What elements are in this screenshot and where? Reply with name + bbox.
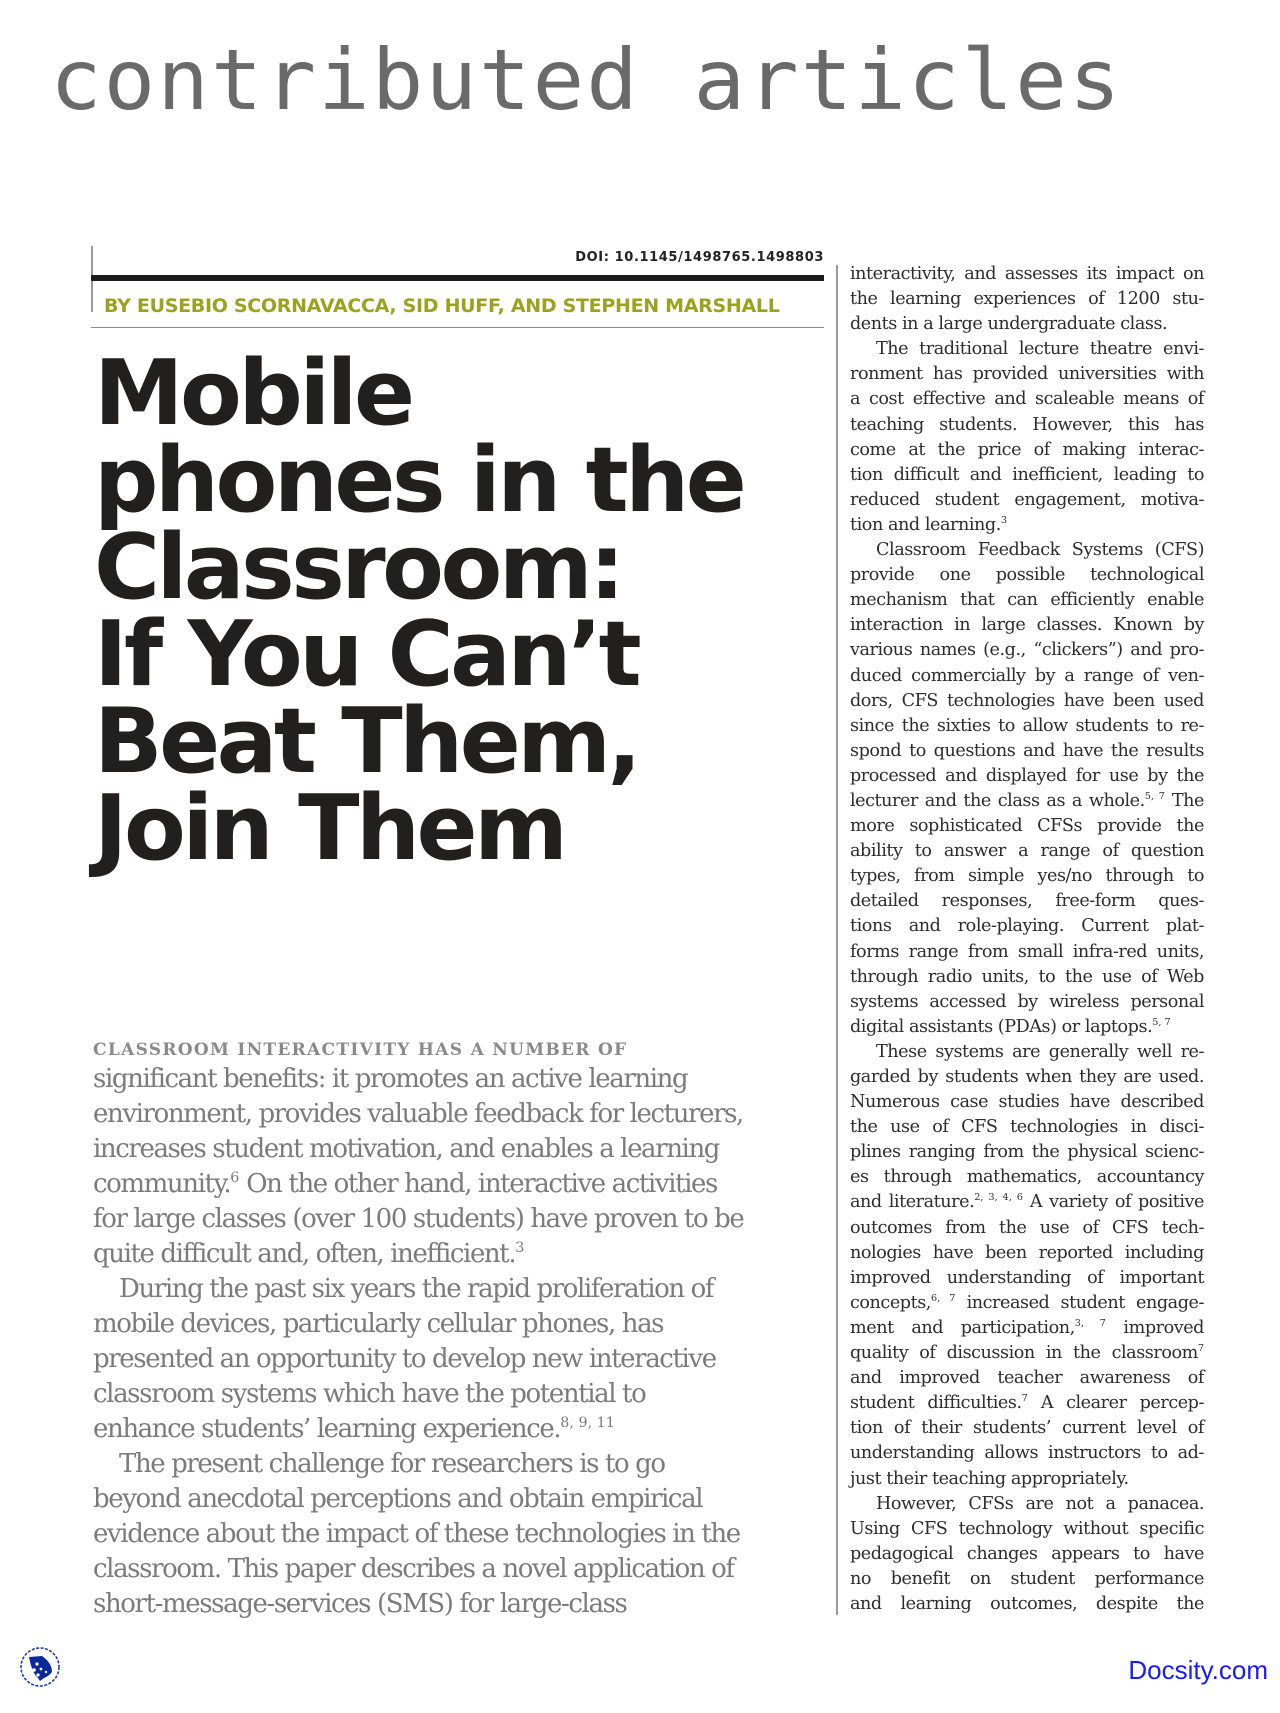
lead-in-caps: CLASSROOM INTERACTIVITY HAS A NUMBER OF [93, 1040, 628, 1060]
byline: BY EUSEBIO SCORNAVACCA, SID HUFF, AND STEPHEN MARSHALL [104, 295, 780, 317]
citation: 3 [515, 1240, 525, 1256]
title-top-rule [91, 275, 824, 281]
citation: 3 [1000, 515, 1008, 527]
title-line: If You Can’t [94, 602, 639, 707]
citation: 7 [1197, 1343, 1204, 1355]
citation: 6 [230, 1170, 240, 1186]
docsity-brand-link[interactable]: Docsity.com [1128, 1655, 1268, 1685]
title-line: phones in the [94, 428, 744, 533]
section-header: contributed articles [50, 31, 1123, 129]
body-column [850, 262, 1204, 1617]
body-paragraph: Classroom Feedback Systems (CFS) provide one possible technological mechanism that can efficiently enable interaction in large classes. Known by various names (e.g., “clickers”) and pro- duced commercially by a range of ven- dors, CFS technologies have been used since the sixties to allow students to re- spond to questions and have the results processed and displayed for use by the lecturer and the class as a whole.$^{5, 7}$ The more sophisticated CFSs provide the ability to answer a range of question types, from simple yes/no through to detailed responses, free-form ques- tions and role-playing. Current plat- forms range from small infra-red units, through radio units, to the use of Web systems accessed by wireless personal digital assistants (PDAs) or laptops.$^{5, 7}$ [850, 540, 1204, 1037]
lead-paragraphs [93, 1038, 828, 1622]
body-paragraph: However, CFSs are not a panacea. Using CFS technology without specific pedagogical changes appears to have no benefit on student performance and learning outcomes, despite the [850, 1493, 1204, 1614]
citation: 6, 7 [930, 1293, 956, 1305]
citation: 8, 9, 11 [560, 1415, 615, 1431]
lead-paragraph-3: The present challenge for researchers is to go beyond anecdotal perceptions and obtain empirical evidence about the impact of these technologies in the classroom. This paper describes a novel application of short-message-services (SMS) for large-class [93, 1449, 740, 1619]
citation: 7 [1021, 1393, 1028, 1405]
body-paragraph: These systems are generally well re- garded by students when they are used. Numerous case studies have described the use of CFS technologies in disci- plines ranging from the physical scienc- es through mathematics, accountancy and literature.$^{2, 3, 4, 6}$ A variety of positive outcomes from the use of CFS tech- nologies have been reported including improved understanding of important concepts,$^{6, 7}$ increased student engage- ment and participation,$^{3, 7}$ improved quality of discussion in the classroom$^7$ and improved teacher awareness of student difficulties.$^7$ A clearer percep- tion of their students’ current level of understanding allows instructors to ad- just their teaching appropriately. [850, 1041, 1204, 1489]
citation: 5, 7 [1144, 791, 1165, 803]
title-line: Beat Them, [94, 689, 639, 794]
byline-bottom-rule [91, 327, 824, 328]
citation: 3, 7 [1074, 1318, 1106, 1330]
citation: 2, 3, 4, 6 [974, 1192, 1023, 1204]
docsity-logo-icon[interactable] [18, 1645, 62, 1689]
title-line: Mobile [94, 341, 412, 446]
doi: DOI: 10.1145/1498765.1498803 [575, 250, 824, 265]
article-title [94, 341, 814, 881]
lead-paragraph-1: significant benefits: it promotes an active learning environment, provides valuable feedback for lecturers, increases student motivation, and enables a learning community.$^6$ On the other hand, interactive activities for large classes (over 100 students) have proven to be quite difficult and, often, inefficient.$^3$ [93, 1064, 744, 1269]
body-paragraph: The traditional lecture theatre envi- ronment has provided universities with a cost effective and scaleable means of teaching students. However, this has come at the price of making interac- tion difficult and inefficient, leading to reduced student engagement, motiva- tion and learning.$^3$ [850, 339, 1204, 535]
title-line: Join Them [94, 776, 565, 881]
citation: 5, 7 [1152, 1017, 1171, 1029]
lead-paragraph-2: During the past six years the rapid proliferation of mobile devices, particularly cellular phones, has presented an opportunity to develop new interactive classroom systems which have the potential to enhance students’ learning experience.$^{8, 9, 11}$ [93, 1274, 716, 1444]
title-line: Classroom: [94, 515, 622, 620]
column-divider [836, 265, 838, 1615]
body-paragraph: interactivity, and assesses its impact on the learning experiences of 1200 stu- dents in a large undergraduate class. [850, 264, 1204, 335]
